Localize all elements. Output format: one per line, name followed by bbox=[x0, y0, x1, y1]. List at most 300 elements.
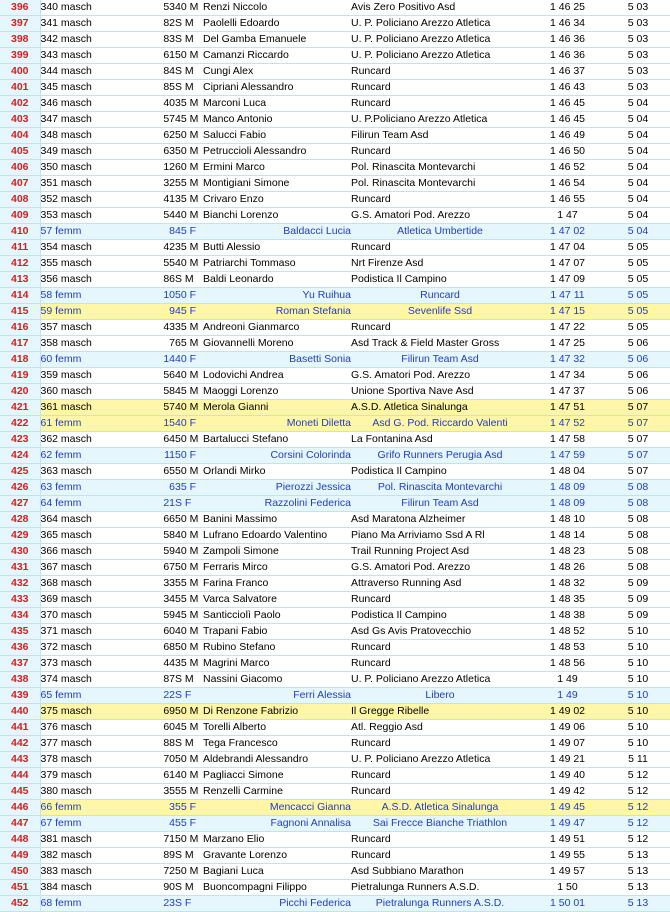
team-cell: Podistica Il Campino bbox=[351, 464, 529, 480]
table-row bbox=[0, 496, 670, 512]
athlete-name-cell: Renzi Niccolo bbox=[203, 0, 351, 16]
gender-rank-cell: 343 masch bbox=[40, 48, 130, 64]
category-rank-cell: 82 bbox=[130, 16, 175, 32]
table-row bbox=[0, 880, 670, 896]
athlete-name-cell: Mencacci Gianna bbox=[203, 800, 351, 816]
table-row bbox=[0, 0, 670, 16]
category-cell: 50 M bbox=[175, 832, 203, 848]
pace-cell: 5 10 bbox=[606, 720, 670, 736]
position-cell: 429 bbox=[0, 528, 40, 544]
position-cell: 450 bbox=[0, 864, 40, 880]
table-row bbox=[0, 256, 670, 272]
pace-cell: 5 05 bbox=[606, 320, 670, 336]
category-rank-cell: 33 bbox=[130, 576, 175, 592]
pace-cell: 5 07 bbox=[606, 464, 670, 480]
category-rank-cell: 22 bbox=[130, 688, 175, 704]
team-cell: Podistica Il Campino bbox=[351, 272, 529, 288]
pace-cell: 5 10 bbox=[606, 704, 670, 720]
team-cell: Runcard bbox=[351, 192, 529, 208]
position-cell: 404 bbox=[0, 128, 40, 144]
category-rank-cell: 57 bbox=[130, 112, 175, 128]
category-rank-cell: 64 bbox=[130, 432, 175, 448]
finish-time-cell: 1 47 15 bbox=[529, 304, 606, 320]
table-row bbox=[0, 528, 670, 544]
gender-rank-cell: 61 femm bbox=[40, 416, 130, 432]
table-row bbox=[0, 448, 670, 464]
gender-rank-cell: 369 masch bbox=[40, 592, 130, 608]
gender-rank-cell: 351 masch bbox=[40, 176, 130, 192]
table-row bbox=[0, 544, 670, 560]
athlete-name-cell: Montigiani Simone bbox=[203, 176, 351, 192]
table-row bbox=[0, 368, 670, 384]
finish-time-cell: 1 47 07 bbox=[529, 256, 606, 272]
finish-time-cell: 1 48 53 bbox=[529, 640, 606, 656]
pace-cell: 5 12 bbox=[606, 800, 670, 816]
position-cell: 401 bbox=[0, 80, 40, 96]
pace-cell: 5 08 bbox=[606, 480, 670, 496]
category-rank-cell: 9 bbox=[130, 304, 175, 320]
position-cell: 439 bbox=[0, 688, 40, 704]
team-cell: Sai Frecce Bianche Triathlon bbox=[351, 816, 529, 832]
position-cell: 452 bbox=[0, 896, 40, 912]
category-cell: S M bbox=[175, 880, 203, 896]
team-cell: Runcard bbox=[351, 80, 529, 96]
finish-time-cell: 1 48 23 bbox=[529, 544, 606, 560]
category-rank-cell: 14 bbox=[130, 352, 175, 368]
category-cell: 45 F bbox=[175, 304, 203, 320]
position-cell: 435 bbox=[0, 624, 40, 640]
gender-rank-cell: 372 masch bbox=[40, 640, 130, 656]
finish-time-cell: 1 49 42 bbox=[529, 784, 606, 800]
position-cell: 418 bbox=[0, 352, 40, 368]
position-cell: 424 bbox=[0, 448, 40, 464]
table-row bbox=[0, 416, 670, 432]
category-rank-cell: 83 bbox=[130, 32, 175, 48]
finish-time-cell: 1 48 56 bbox=[529, 656, 606, 672]
finish-time-cell: 1 49 bbox=[529, 672, 606, 688]
category-rank-cell: 34 bbox=[130, 592, 175, 608]
category-cell: 50 M bbox=[175, 48, 203, 64]
category-cell: 50 M bbox=[175, 144, 203, 160]
athlete-name-cell: Corsini Colorinda bbox=[203, 448, 351, 464]
pace-cell: 5 08 bbox=[606, 544, 670, 560]
athlete-name-cell: Baldacci Lucia bbox=[203, 224, 351, 240]
gender-rank-cell: 376 masch bbox=[40, 720, 130, 736]
team-cell: Pietralunga Runners A.S.D. bbox=[351, 880, 529, 896]
category-rank-cell: 89 bbox=[130, 848, 175, 864]
finish-time-cell: 1 47 11 bbox=[529, 288, 606, 304]
team-cell: Asd G. Pod. Riccardo Valenti bbox=[351, 416, 529, 432]
category-cell: 50 M bbox=[175, 560, 203, 576]
pace-cell: 5 07 bbox=[606, 400, 670, 416]
position-cell: 415 bbox=[0, 304, 40, 320]
finish-time-cell: 1 49 06 bbox=[529, 720, 606, 736]
athlete-name-cell: Razzolini Federica bbox=[203, 496, 351, 512]
gender-rank-cell: 365 masch bbox=[40, 528, 130, 544]
category-rank-cell: 44 bbox=[130, 656, 175, 672]
pace-cell: 5 04 bbox=[606, 192, 670, 208]
position-cell: 406 bbox=[0, 160, 40, 176]
position-cell: 447 bbox=[0, 816, 40, 832]
category-cell: 40 F bbox=[175, 352, 203, 368]
category-cell: 50 F bbox=[175, 448, 203, 464]
team-cell: Grifo Runners Perugia Asd bbox=[351, 448, 529, 464]
pace-cell: 5 10 bbox=[606, 656, 670, 672]
team-cell: Unione Sportiva Nave Asd bbox=[351, 384, 529, 400]
gender-rank-cell: 60 femm bbox=[40, 352, 130, 368]
team-cell: La Fontanina Asd bbox=[351, 432, 529, 448]
table-row bbox=[0, 80, 670, 96]
finish-time-cell: 1 47 34 bbox=[529, 368, 606, 384]
category-cell: 55 M bbox=[175, 784, 203, 800]
gender-rank-cell: 381 masch bbox=[40, 832, 130, 848]
category-rank-cell: 58 bbox=[130, 528, 175, 544]
finish-time-cell: 1 48 10 bbox=[529, 512, 606, 528]
finish-time-cell: 1 49 47 bbox=[529, 816, 606, 832]
category-rank-cell: 87 bbox=[130, 672, 175, 688]
category-cell: 45 F bbox=[175, 224, 203, 240]
pace-cell: 5 08 bbox=[606, 560, 670, 576]
category-cell: 45 M bbox=[175, 112, 203, 128]
team-cell: A.S.D. Atletica Sinalunga bbox=[351, 400, 529, 416]
athlete-name-cell: Aldebrandi Alessandro bbox=[203, 752, 351, 768]
position-cell: 445 bbox=[0, 784, 40, 800]
pace-cell: 5 10 bbox=[606, 640, 670, 656]
athlete-name-cell: Cungi Alex bbox=[203, 64, 351, 80]
gender-rank-cell: 358 masch bbox=[40, 336, 130, 352]
gender-rank-cell: 63 femm bbox=[40, 480, 130, 496]
pace-cell: 5 04 bbox=[606, 176, 670, 192]
athlete-name-cell: Patriarchi Tommaso bbox=[203, 256, 351, 272]
gender-rank-cell: 383 masch bbox=[40, 864, 130, 880]
athlete-name-cell: Farina Franco bbox=[203, 576, 351, 592]
table-row bbox=[0, 144, 670, 160]
pace-cell: 5 06 bbox=[606, 368, 670, 384]
gender-rank-cell: 349 masch bbox=[40, 144, 130, 160]
position-cell: 428 bbox=[0, 512, 40, 528]
position-cell: 417 bbox=[0, 336, 40, 352]
team-cell: U. P.Policiano Arezzo Atletica bbox=[351, 112, 529, 128]
table-row bbox=[0, 512, 670, 528]
team-cell: Pietralunga Runners A.S.D. bbox=[351, 896, 529, 912]
category-rank-cell: 8 bbox=[130, 224, 175, 240]
finish-time-cell: 1 47 04 bbox=[529, 240, 606, 256]
position-cell: 430 bbox=[0, 544, 40, 560]
pace-cell: 5 03 bbox=[606, 32, 670, 48]
category-rank-cell: 21 bbox=[130, 496, 175, 512]
category-rank-cell: 59 bbox=[130, 544, 175, 560]
category-cell: 45 M bbox=[175, 608, 203, 624]
athlete-name-cell: Lodovichi Andrea bbox=[203, 368, 351, 384]
finish-time-cell: 1 46 34 bbox=[529, 16, 606, 32]
category-rank-cell: 68 bbox=[130, 640, 175, 656]
athlete-name-cell: Pierozzi Jessica bbox=[203, 480, 351, 496]
table-row bbox=[0, 800, 670, 816]
team-cell: Piano Ma Arriviamo Ssd A Rl bbox=[351, 528, 529, 544]
position-cell: 422 bbox=[0, 416, 40, 432]
category-rank-cell: 53 bbox=[130, 0, 175, 16]
gender-rank-cell: 66 femm bbox=[40, 800, 130, 816]
team-cell: G.S. Amatori Pod. Arezzo bbox=[351, 208, 529, 224]
gender-rank-cell: 380 masch bbox=[40, 784, 130, 800]
position-cell: 448 bbox=[0, 832, 40, 848]
category-cell: 45 M bbox=[175, 384, 203, 400]
table-row bbox=[0, 96, 670, 112]
category-rank-cell: 69 bbox=[130, 704, 175, 720]
gender-rank-cell: 65 femm bbox=[40, 688, 130, 704]
category-cell: 50 M bbox=[175, 128, 203, 144]
position-cell: 396 bbox=[0, 0, 40, 16]
athlete-name-cell: Crivaro Enzo bbox=[203, 192, 351, 208]
team-cell: U. P. Policiano Arezzo Atletica bbox=[351, 672, 529, 688]
position-cell: 413 bbox=[0, 272, 40, 288]
category-cell: 35 M bbox=[175, 240, 203, 256]
table-row bbox=[0, 816, 670, 832]
pace-cell: 5 04 bbox=[606, 208, 670, 224]
athlete-name-cell: Bianchi Lorenzo bbox=[203, 208, 351, 224]
pace-cell: 5 05 bbox=[606, 240, 670, 256]
pace-cell: 5 03 bbox=[606, 0, 670, 16]
gender-rank-cell: 374 masch bbox=[40, 672, 130, 688]
table-row bbox=[0, 176, 670, 192]
gender-rank-cell: 354 masch bbox=[40, 240, 130, 256]
category-rank-cell: 54 bbox=[130, 208, 175, 224]
team-cell: Atletica Umbertide bbox=[351, 224, 529, 240]
pace-cell: 5 06 bbox=[606, 336, 670, 352]
category-cell: 35 M bbox=[175, 320, 203, 336]
position-cell: 436 bbox=[0, 640, 40, 656]
finish-time-cell: 1 48 09 bbox=[529, 480, 606, 496]
athlete-name-cell: Butti Alessio bbox=[203, 240, 351, 256]
athlete-name-cell: Ermini Marco bbox=[203, 160, 351, 176]
pace-cell: 5 07 bbox=[606, 432, 670, 448]
team-cell: G.S. Amatori Pod. Arezzo bbox=[351, 368, 529, 384]
gender-rank-cell: 346 masch bbox=[40, 96, 130, 112]
category-cell: 40 M bbox=[175, 624, 203, 640]
category-cell: 50 M bbox=[175, 704, 203, 720]
category-rank-cell: 61 bbox=[130, 48, 175, 64]
category-rank-cell: 32 bbox=[130, 176, 175, 192]
gender-rank-cell: 350 masch bbox=[40, 160, 130, 176]
category-cell: S M bbox=[175, 80, 203, 96]
position-cell: 403 bbox=[0, 112, 40, 128]
finish-time-cell: 1 48 32 bbox=[529, 576, 606, 592]
position-cell: 408 bbox=[0, 192, 40, 208]
table-row bbox=[0, 560, 670, 576]
table-row bbox=[0, 208, 670, 224]
table-row bbox=[0, 896, 670, 912]
table-row bbox=[0, 32, 670, 48]
team-cell: Libero bbox=[351, 688, 529, 704]
athlete-name-cell: Magrini Marco bbox=[203, 656, 351, 672]
team-cell: Sevenlife Ssd bbox=[351, 304, 529, 320]
position-cell: 440 bbox=[0, 704, 40, 720]
table-row bbox=[0, 400, 670, 416]
gender-rank-cell: 58 femm bbox=[40, 288, 130, 304]
athlete-name-cell: Fagnoni Annalisa bbox=[203, 816, 351, 832]
finish-time-cell: 1 50 bbox=[529, 880, 606, 896]
team-cell: Filirun Team Asd bbox=[351, 128, 529, 144]
category-cell: 40 M bbox=[175, 544, 203, 560]
finish-time-cell: 1 46 36 bbox=[529, 32, 606, 48]
table-row bbox=[0, 64, 670, 80]
team-cell: Avis Zero Positivo Asd bbox=[351, 0, 529, 16]
gender-rank-cell: 352 masch bbox=[40, 192, 130, 208]
position-cell: 421 bbox=[0, 400, 40, 416]
team-cell: Nrt Firenze Asd bbox=[351, 256, 529, 272]
category-cell: 55 M bbox=[175, 576, 203, 592]
team-cell: Attraverso Running Asd bbox=[351, 576, 529, 592]
position-cell: 409 bbox=[0, 208, 40, 224]
team-cell: Podistica Il Campino bbox=[351, 608, 529, 624]
gender-rank-cell: 363 masch bbox=[40, 464, 130, 480]
pace-cell: 5 12 bbox=[606, 832, 670, 848]
finish-time-cell: 1 49 45 bbox=[529, 800, 606, 816]
finish-time-cell: 1 49 51 bbox=[529, 832, 606, 848]
gender-rank-cell: 370 masch bbox=[40, 608, 130, 624]
category-rank-cell: 4 bbox=[130, 816, 175, 832]
team-cell: Runcard bbox=[351, 144, 529, 160]
pace-cell: 5 09 bbox=[606, 608, 670, 624]
category-rank-cell: 42 bbox=[130, 240, 175, 256]
pace-cell: 5 10 bbox=[606, 672, 670, 688]
category-cell: 55 F bbox=[175, 816, 203, 832]
gender-rank-cell: 356 masch bbox=[40, 272, 130, 288]
team-cell: U. P. Policiano Arezzo Atletica bbox=[351, 16, 529, 32]
table-row bbox=[0, 464, 670, 480]
gender-rank-cell: 68 femm bbox=[40, 896, 130, 912]
category-cell: 55 M bbox=[175, 176, 203, 192]
gender-rank-cell: 366 masch bbox=[40, 544, 130, 560]
category-rank-cell: 61 bbox=[130, 768, 175, 784]
category-cell: S F bbox=[175, 688, 203, 704]
category-cell: 50 M bbox=[175, 752, 203, 768]
finish-time-cell: 1 48 14 bbox=[529, 528, 606, 544]
table-row bbox=[0, 736, 670, 752]
finish-time-cell: 1 46 36 bbox=[529, 48, 606, 64]
category-cell: 40 M bbox=[175, 368, 203, 384]
position-cell: 425 bbox=[0, 464, 40, 480]
category-cell: S M bbox=[175, 16, 203, 32]
athlete-name-cell: Pagliacci Simone bbox=[203, 768, 351, 784]
pace-cell: 5 07 bbox=[606, 448, 670, 464]
category-rank-cell: 88 bbox=[130, 736, 175, 752]
category-rank-cell: 65 bbox=[130, 464, 175, 480]
athlete-name-cell: Andreoni Gianmarco bbox=[203, 320, 351, 336]
team-cell: Filirun Team Asd bbox=[351, 352, 529, 368]
category-rank-cell: 59 bbox=[130, 608, 175, 624]
finish-time-cell: 1 46 55 bbox=[529, 192, 606, 208]
gender-rank-cell: 59 femm bbox=[40, 304, 130, 320]
gender-rank-cell: 377 masch bbox=[40, 736, 130, 752]
category-cell: 35 M bbox=[175, 192, 203, 208]
team-cell: A.S.D. Atletica Sinalunga bbox=[351, 800, 529, 816]
athlete-name-cell: Nassini Giacomo bbox=[203, 672, 351, 688]
table-row bbox=[0, 672, 670, 688]
athlete-name-cell: Maoggi Lorenzo bbox=[203, 384, 351, 400]
category-cell: 40 M bbox=[175, 208, 203, 224]
category-cell: 40 M bbox=[175, 0, 203, 16]
team-cell: Asd Maratona Alzheimer bbox=[351, 512, 529, 528]
team-cell: Il Gregge Ribelle bbox=[351, 704, 529, 720]
athlete-name-cell: Manco Antonio bbox=[203, 112, 351, 128]
category-cell: S M bbox=[175, 272, 203, 288]
table-row bbox=[0, 384, 670, 400]
category-cell: 35 M bbox=[175, 656, 203, 672]
gender-rank-cell: 357 masch bbox=[40, 320, 130, 336]
table-row bbox=[0, 288, 670, 304]
finish-time-cell: 1 46 45 bbox=[529, 112, 606, 128]
pace-cell: 5 04 bbox=[606, 144, 670, 160]
pace-cell: 5 03 bbox=[606, 64, 670, 80]
category-rank-cell: 70 bbox=[130, 752, 175, 768]
pace-cell: 5 13 bbox=[606, 864, 670, 880]
team-cell: U. P. Policiano Arezzo Atletica bbox=[351, 32, 529, 48]
finish-time-cell: 1 47 02 bbox=[529, 224, 606, 240]
finish-time-cell: 1 46 45 bbox=[529, 96, 606, 112]
gender-rank-cell: 375 masch bbox=[40, 704, 130, 720]
gender-rank-cell: 371 masch bbox=[40, 624, 130, 640]
category-cell: S M bbox=[175, 848, 203, 864]
category-cell: S F bbox=[175, 896, 203, 912]
position-cell: 412 bbox=[0, 256, 40, 272]
finish-time-cell: 1 46 50 bbox=[529, 144, 606, 160]
team-cell: Runcard bbox=[351, 848, 529, 864]
category-cell: S F bbox=[175, 496, 203, 512]
team-cell: Runcard bbox=[351, 288, 529, 304]
category-cell: S M bbox=[175, 672, 203, 688]
finish-time-cell: 1 48 38 bbox=[529, 608, 606, 624]
position-cell: 446 bbox=[0, 800, 40, 816]
athlete-name-cell: Salucci Fabio bbox=[203, 128, 351, 144]
athlete-name-cell: Picchi Federica bbox=[203, 896, 351, 912]
position-cell: 420 bbox=[0, 384, 40, 400]
athlete-name-cell: Buoncompagni Filippo bbox=[203, 880, 351, 896]
table-row bbox=[0, 48, 670, 64]
pace-cell: 5 11 bbox=[606, 752, 670, 768]
category-rank-cell: 90 bbox=[130, 880, 175, 896]
category-cell: 50 M bbox=[175, 640, 203, 656]
category-rank-cell: 72 bbox=[130, 864, 175, 880]
athlete-name-cell: Rubino Stefano bbox=[203, 640, 351, 656]
position-cell: 427 bbox=[0, 496, 40, 512]
gender-rank-cell: 67 femm bbox=[40, 816, 130, 832]
category-rank-cell: 63 bbox=[130, 144, 175, 160]
athlete-name-cell: Yu Ruihua bbox=[203, 288, 351, 304]
team-cell: Runcard bbox=[351, 784, 529, 800]
category-rank-cell: 10 bbox=[130, 288, 175, 304]
category-rank-cell: 15 bbox=[130, 416, 175, 432]
gender-rank-cell: 64 femm bbox=[40, 496, 130, 512]
team-cell: Runcard bbox=[351, 832, 529, 848]
category-rank-cell: 56 bbox=[130, 368, 175, 384]
finish-time-cell: 1 48 09 bbox=[529, 496, 606, 512]
pace-cell: 5 13 bbox=[606, 896, 670, 912]
table-row bbox=[0, 784, 670, 800]
table-row bbox=[0, 160, 670, 176]
position-cell: 433 bbox=[0, 592, 40, 608]
category-cell: 65 M bbox=[175, 336, 203, 352]
table-row bbox=[0, 128, 670, 144]
category-cell: 55 F bbox=[175, 800, 203, 816]
pace-cell: 5 06 bbox=[606, 352, 670, 368]
category-rank-cell: 60 bbox=[130, 720, 175, 736]
position-cell: 407 bbox=[0, 176, 40, 192]
gender-rank-cell: 378 masch bbox=[40, 752, 130, 768]
category-rank-cell: 3 bbox=[130, 800, 175, 816]
athlete-name-cell: Zampoli Simone bbox=[203, 544, 351, 560]
athlete-name-cell: Gravante Lorenzo bbox=[203, 848, 351, 864]
